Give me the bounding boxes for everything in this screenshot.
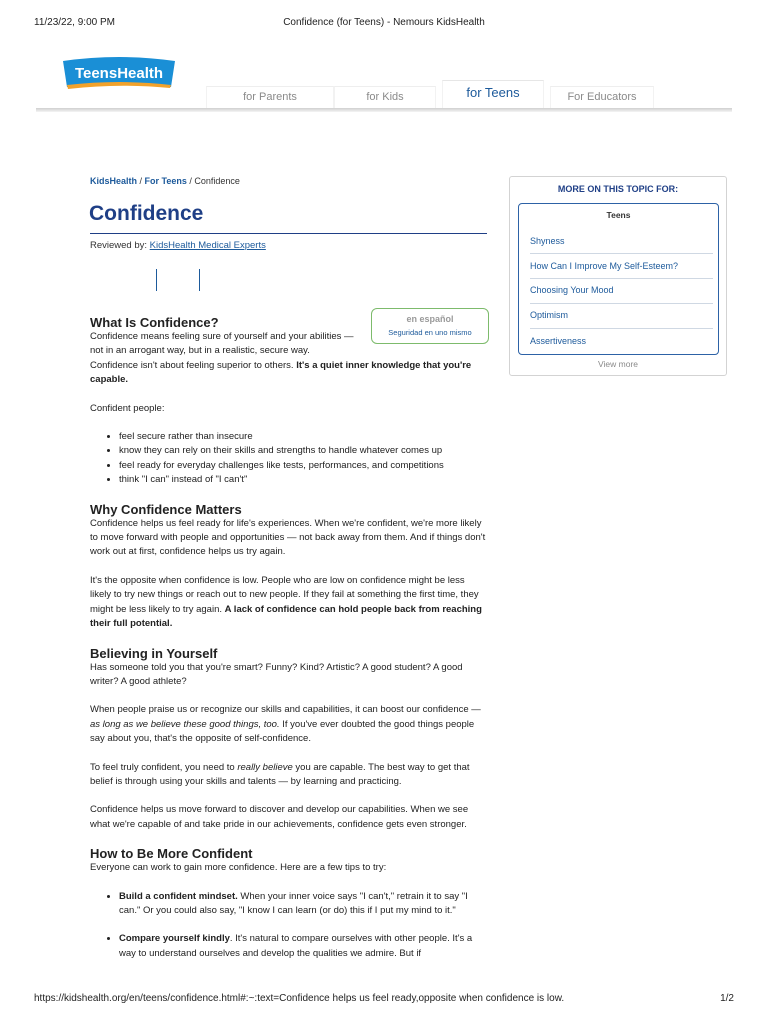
paragraph: Has someone told you that you're smart? Funny? Kind? Artistic? A good student? A good writer? A good athlete? bbox=[90, 661, 463, 687]
list-item: • feel ready for everyday challenges like tests, performances, and competitions bbox=[119, 459, 488, 473]
teenshealth-logo[interactable] bbox=[59, 55, 179, 91]
en-espanol-title: en español bbox=[406, 314, 454, 324]
bold-text: Compare yourself kindly bbox=[119, 933, 230, 945]
bold-text: It's a quiet inner knowledge that you're capable. bbox=[90, 359, 472, 386]
share-divider bbox=[156, 269, 157, 291]
paragraph: Everyone can work to gain more confidence. Here are a few tips to try: bbox=[90, 862, 387, 874]
sidebar-link-shyness[interactable]: Shyness bbox=[530, 236, 565, 246]
more-on-this-topic bbox=[509, 176, 727, 376]
en-espanol-link[interactable]: Seguridad en uno mismo bbox=[388, 328, 472, 337]
sidebar-link-assertiveness[interactable]: Assertiveness bbox=[530, 336, 587, 346]
text-run: It's the opposite when confidence is low. People who are low on confidence might be less likely to try new things or reach out to new people. If they fail at something the first time, they might be less likely to try again. bbox=[90, 574, 479, 615]
text-run: . It's natural to compare ourselves with other people. It's a way to understand ourselves and develop the qualities we admire. But if bbox=[119, 933, 473, 959]
list-item: • think "I can" instead of "I can't" bbox=[119, 473, 488, 487]
section-heading: How to Be More Confident bbox=[90, 846, 253, 862]
bold-text: A lack of confidence can hold people back from reaching their full potential. bbox=[90, 603, 482, 630]
reviewed-by-link[interactable]: KidsHealth Medical Experts bbox=[149, 240, 266, 251]
text-run: To feel truly confident, you need to bbox=[90, 761, 238, 773]
text-run: If you've ever doubted the good things people say about you, that's the opposite of self-confidence. bbox=[90, 718, 475, 745]
print-datetime: 11/23/22, 9:00 PM bbox=[34, 17, 115, 28]
sidebar-topic-box bbox=[518, 203, 719, 355]
text-run: When people praise us or recognize our skills and capabilities, it can boost our confidence — bbox=[90, 704, 481, 716]
tab-for-kids[interactable]: for Kids bbox=[334, 86, 436, 109]
tab-for-educators[interactable]: For Educators bbox=[550, 86, 654, 109]
print-url: https://kidshealth.org/en/teens/confidence.html#:~:text=Confidence helps us feel ready,opposite when confidence is low. bbox=[34, 993, 565, 1004]
article-body bbox=[90, 310, 488, 975]
list-item: • know they can rely on their skills and strengths to handle whatever comes up bbox=[119, 444, 488, 458]
tips-list bbox=[90, 890, 488, 962]
paragraph bbox=[90, 359, 488, 388]
paragraph: Confidence helps us feel ready for life's experiences. When we're confident, we're more likely to move forward with people and opportunities — not back away from them. And if things don't work out at first, confidence helps us try again. bbox=[90, 517, 486, 558]
tab-for-teens[interactable]: for Teens bbox=[442, 80, 544, 109]
text-run: Confidence isn't about feeling superior to others. bbox=[90, 359, 297, 371]
paragraph bbox=[90, 761, 488, 790]
bold-text: Build a confident mindset. bbox=[119, 890, 238, 902]
italic-text: really believe bbox=[237, 761, 293, 773]
italic-text: as long as we believe these good things, too. bbox=[90, 718, 280, 730]
breadcrumb-for-teens[interactable]: For Teens bbox=[144, 176, 187, 186]
reviewed-by bbox=[90, 240, 266, 251]
section-heading: Believing in Yourself bbox=[90, 645, 218, 661]
logo-text: TeensHealth bbox=[74, 65, 164, 82]
section-heading: Why Confidence Matters bbox=[90, 501, 242, 517]
print-page-number: 1/2 bbox=[720, 993, 734, 1004]
breadcrumb-separator: / bbox=[137, 176, 145, 186]
title-divider bbox=[90, 233, 487, 234]
sidebar-heading: MORE ON THIS TOPIC FOR: bbox=[557, 184, 679, 194]
sidebar-divider bbox=[530, 278, 713, 279]
list-item: • feel secure rather than insecure bbox=[119, 430, 488, 444]
sidebar-link-optimism[interactable]: Optimism bbox=[530, 310, 568, 320]
sidebar-link-choosing-mood[interactable]: Choosing Your Mood bbox=[530, 285, 614, 295]
section-heading: What Is Confidence? bbox=[90, 315, 219, 330]
sidebar-divider bbox=[530, 328, 713, 329]
list-item bbox=[119, 890, 488, 919]
audience-nav bbox=[206, 80, 666, 108]
sidebar-box-title: Teens bbox=[606, 210, 631, 220]
reviewed-label: Reviewed by: bbox=[90, 240, 150, 251]
breadcrumb bbox=[90, 176, 240, 186]
sidebar-divider bbox=[530, 303, 713, 304]
sidebar-divider bbox=[530, 253, 713, 254]
breadcrumb-kidshealth[interactable]: KidsHealth bbox=[90, 176, 138, 186]
paragraph: Confident people: bbox=[90, 402, 165, 414]
list-item bbox=[119, 932, 488, 961]
text-run: you are capable. The best way to get that belief is through using your skills and talents — by learning and practicing. bbox=[90, 761, 470, 787]
paragraph: Confidence helps us move forward to discover and develop our capabilities. When we see what we're capable of and take pride in our achievements, confidence gets even stronger. bbox=[90, 804, 469, 830]
text-run: When your inner voice says "I can't," retrain it to say "I can." Or you could also say, "I know I can learn (or do) this if I put my mind to it." bbox=[119, 890, 468, 916]
paragraph bbox=[90, 574, 488, 632]
view-more-link[interactable]: View more bbox=[598, 359, 638, 369]
breadcrumb-current: Confidence bbox=[194, 176, 240, 186]
paragraph bbox=[90, 703, 488, 746]
page-title: Confidence bbox=[89, 202, 204, 225]
paragraph: Confidence means feeling sure of yourself and your abilities — not in an arrogant way, but in a realistic, secure way. bbox=[90, 331, 354, 357]
sidebar-link-self-esteem[interactable]: How Can I Improve My Self-Esteem? bbox=[530, 261, 679, 271]
share-divider bbox=[199, 269, 200, 291]
breadcrumb-separator: / bbox=[186, 176, 195, 186]
header-divider bbox=[36, 108, 732, 112]
tab-for-parents[interactable]: for Parents bbox=[206, 86, 334, 109]
print-page-title: Confidence (for Teens) - Nemours KidsHealth bbox=[283, 17, 485, 28]
confident-people-list bbox=[90, 430, 488, 488]
